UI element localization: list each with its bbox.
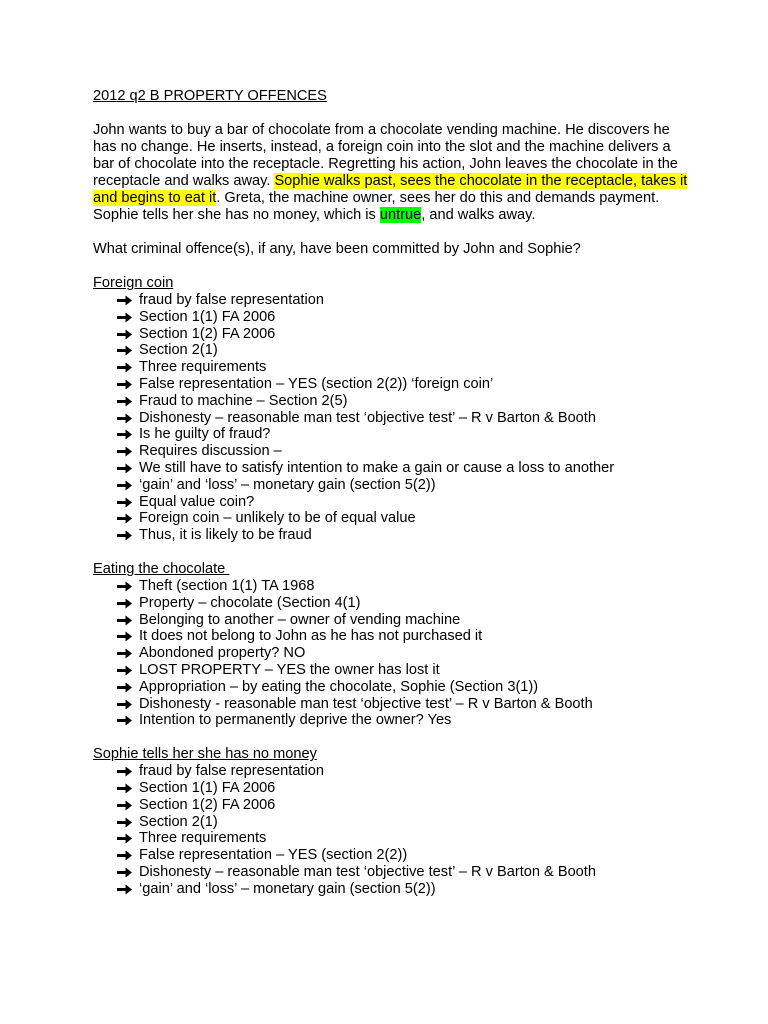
bullet-text: Three requirements — [139, 359, 267, 376]
bullet-item — [93, 426, 693, 443]
arrow-right-icon — [117, 530, 132, 541]
arrow-right-icon — [117, 413, 132, 424]
section — [93, 275, 693, 544]
bullet-item — [93, 712, 693, 729]
bullet-text: Thus, it is likely to be fraud — [139, 527, 312, 544]
bullet-item — [93, 527, 693, 544]
bullet-text: False representation – YES (section 2(2)) ‘foreign coin’ — [139, 375, 494, 392]
document-title: 2012 q2 B PROPERTY OFFENCES — [93, 88, 327, 104]
arrow-right-icon — [117, 800, 132, 811]
bullet-text: Section 2(1) — [139, 342, 218, 359]
bullet-item — [93, 763, 693, 780]
bullet-text: Is he guilty of fraud? — [139, 426, 271, 443]
bullet-item — [93, 612, 693, 629]
bullet-text: Dishonesty – reasonable man test ‘objective test’ – R v Barton & Booth — [139, 409, 596, 426]
arrow-right-icon — [117, 598, 132, 609]
bullet-text: Abondoned property? NO — [139, 645, 306, 662]
bullet-list — [93, 763, 693, 897]
bullet-item — [93, 326, 693, 343]
bullet-text: Foreign coin – unlikely to be of equal value — [139, 510, 416, 527]
bullet-list — [93, 292, 693, 544]
bullet-text: Appropriation – by eating the chocolate, Sophie (Section 3(1)) — [139, 678, 539, 695]
bullet-text: It does not belong to John as he has not purchased it — [139, 628, 483, 645]
section — [93, 746, 693, 897]
arrow-right-icon — [117, 884, 132, 895]
bullet-text: LOST PROPERTY – YES the owner has lost it — [139, 661, 440, 678]
arrow-right-icon — [117, 833, 132, 844]
section-heading: Eating the chocolate — [93, 560, 230, 577]
bullet-text: Section 1(1) FA 2006 — [139, 308, 276, 325]
paragraph-text: John wants to buy a bar of chocolate from a chocolate vending machine. He discovers he has no change. He inserts, instead, a foreign coin into the slot and the machine delivers a bar of chocolate into the receptacle. Regretting his action, John leaves the chocolate in the receptacle and walks away. — [93, 122, 678, 189]
bullet-item — [93, 696, 693, 713]
bullet-text: Requires discussion – — [139, 443, 282, 460]
arrow-right-icon — [117, 396, 132, 407]
bullet-item — [93, 797, 693, 814]
arrow-right-icon — [117, 783, 132, 794]
bullet-text: Section 1(2) FA 2006 — [139, 796, 276, 813]
intro-paragraph — [93, 122, 693, 224]
arrow-right-icon — [117, 463, 132, 474]
bullet-item — [93, 292, 693, 309]
question-text: What criminal offence(s), if any, have been committed by John and Sophie? — [93, 241, 581, 257]
document-page — [93, 88, 693, 915]
arrow-right-icon — [117, 329, 132, 340]
arrow-right-icon — [117, 345, 132, 356]
bullet-item — [93, 679, 693, 696]
bullet-item — [93, 578, 693, 595]
paragraph-text: . Greta, the machine owner, sees her do this and demands payment. Sophie tells her she has no money, which is — [93, 190, 660, 223]
bullet-item — [93, 477, 693, 494]
arrow-right-icon — [117, 480, 132, 491]
arrow-right-icon — [117, 631, 132, 642]
arrow-right-icon — [117, 699, 132, 710]
arrow-right-icon — [117, 715, 132, 726]
arrow-right-icon — [117, 867, 132, 878]
bullet-text: Dishonesty - reasonable man test ‘objective test’ – R v Barton & Booth — [139, 695, 593, 712]
bullet-item — [93, 342, 693, 359]
bullet-text: ‘gain’ and ‘loss’ – monetary gain (section 5(2)) — [139, 880, 436, 897]
bullet-item — [93, 628, 693, 645]
bullet-text: ‘gain’ and ‘loss’ – monetary gain (section 5(2)) — [139, 476, 436, 493]
arrow-right-icon — [117, 648, 132, 659]
bullet-item — [93, 410, 693, 427]
bullet-text: We still have to satisfy intention to make a gain or cause a loss to another — [139, 459, 615, 476]
bullet-text: Equal value coin? — [139, 493, 255, 510]
bullet-text: Dishonesty – reasonable man test ‘objective test’ – R v Barton & Booth — [139, 863, 596, 880]
arrow-right-icon — [117, 497, 132, 508]
arrow-right-icon — [117, 682, 132, 693]
bullet-text: Section 1(1) FA 2006 — [139, 779, 276, 796]
arrow-right-icon — [117, 513, 132, 524]
section-heading: Foreign coin — [93, 275, 174, 291]
bullet-item — [93, 780, 693, 797]
bullet-item — [93, 359, 693, 376]
bullet-item — [93, 645, 693, 662]
bullet-item — [93, 460, 693, 477]
sections-container — [93, 275, 693, 898]
arrow-right-icon — [117, 615, 132, 626]
arrow-right-icon — [117, 817, 132, 828]
bullet-text: fraud by false representation — [139, 763, 324, 780]
bullet-item — [93, 510, 693, 527]
bullet-text: Belonging to another – owner of vending machine — [139, 611, 461, 628]
bullet-text: fraud by false representation — [139, 292, 324, 308]
arrow-right-icon — [117, 379, 132, 390]
section-heading: Sophie tells her she has no money — [93, 746, 317, 763]
bullet-item — [93, 494, 693, 511]
bullet-item — [93, 864, 693, 881]
bullet-item — [93, 830, 693, 847]
bullet-item — [93, 595, 693, 612]
bullet-text: Section 1(2) FA 2006 — [139, 325, 276, 342]
bullet-item — [93, 662, 693, 679]
bullet-text: Section 2(1) — [139, 813, 218, 830]
bullet-item — [93, 376, 693, 393]
bullet-item — [93, 393, 693, 410]
arrow-right-icon — [117, 766, 132, 777]
bullet-text: Three requirements — [139, 830, 267, 847]
arrow-right-icon — [117, 446, 132, 457]
bullet-item — [93, 847, 693, 864]
highlighted-text: untrue — [379, 207, 422, 223]
arrow-right-icon — [117, 581, 132, 592]
arrow-right-icon — [117, 429, 132, 440]
bullet-list — [93, 578, 693, 729]
arrow-right-icon — [117, 362, 132, 373]
bullet-text: Property – chocolate (Section 4(1) — [139, 594, 361, 611]
bullet-text: False representation – YES (section 2(2)) — [139, 847, 408, 864]
bullet-text: Fraud to machine – Section 2(5) — [139, 392, 348, 409]
bullet-text: Intention to permanently deprive the owner? Yes — [139, 712, 452, 729]
arrow-right-icon — [117, 312, 132, 323]
bullet-item — [93, 443, 693, 460]
section — [93, 561, 693, 729]
highlighted-text: Sophie walks past, sees the chocolate in the receptacle, takes it and begins to eat it — [93, 173, 688, 206]
arrow-right-icon — [117, 295, 132, 306]
bullet-item — [93, 309, 693, 326]
paragraph-text: , and walks away. — [421, 207, 536, 223]
arrow-right-icon — [117, 665, 132, 676]
arrow-right-icon — [117, 850, 132, 861]
bullet-item — [93, 814, 693, 831]
bullet-text: Theft (section 1(1) TA 1968 — [139, 577, 315, 594]
bullet-item — [93, 881, 693, 898]
